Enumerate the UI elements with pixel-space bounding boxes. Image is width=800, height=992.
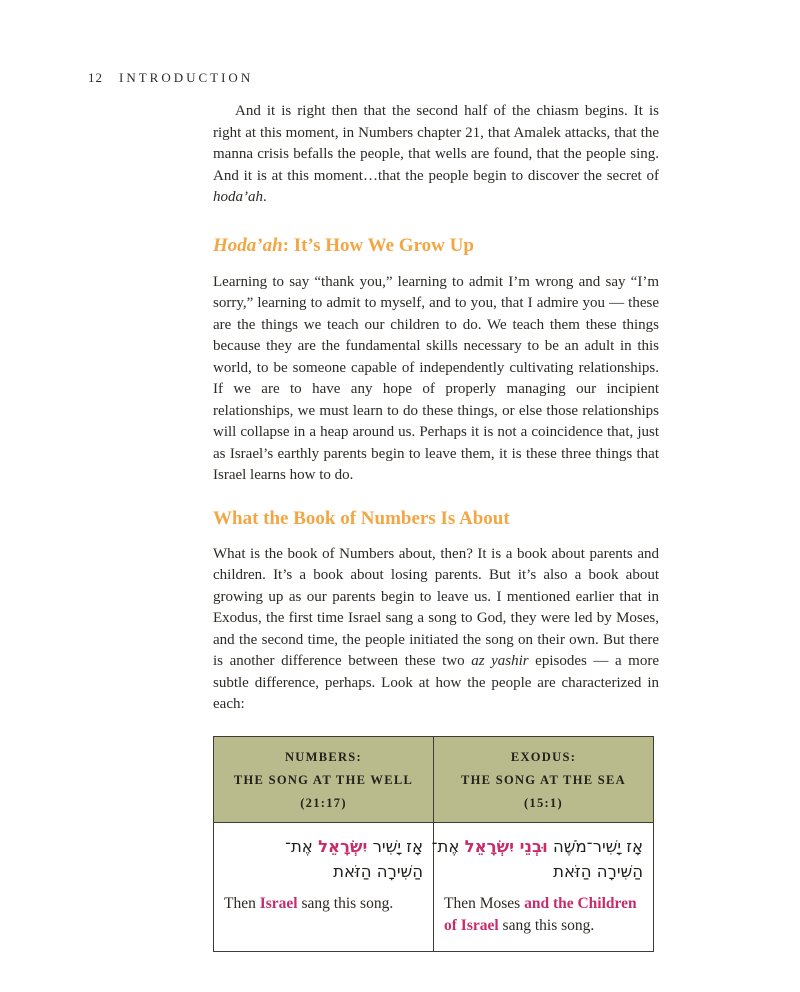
hebrew-line: אָז יָשִׁיר יִשְׂרָאֵל אֶת־ <box>284 836 423 856</box>
comparison-table <box>213 736 654 952</box>
hebrew-line: הַשִּׁירָה הַזֹּאת <box>333 861 423 881</box>
heading-hodaah: Hoda’ah: It’s How We Grow Up <box>213 234 474 256</box>
table-header-numbers <box>214 736 434 822</box>
comparison-table-header <box>214 736 654 822</box>
paragraph-chiasm: And it is right then that the second half of the chiasm begins. It is right at this moment, in Numbers chapter 21, that Amalek attacks, that the manna crisis befalls the people, that wells are found, that the people sing. And it is at this moment…that the people begin to discover the secret of hoda’ah. <box>213 103 659 205</box>
table-header-line: EXODUS: <box>510 749 577 764</box>
table-header-line: (21:17) <box>300 795 347 810</box>
table-header-line: THE SONG AT THE SEA <box>460 772 627 787</box>
table-header-line: NUMBERS: <box>284 749 363 764</box>
table-header-exodus <box>434 736 654 822</box>
table-header-line: THE SONG AT THE WELL <box>233 772 414 787</box>
comparison-table-body <box>214 822 654 951</box>
paragraph-about-numbers: What is the book of Numbers about, then? It is a book about parents and children. It’s a book about losing parents. But it’s also a book about growing up as our parents begin to leave us. I mentioned earlier that in Exodus, the first time Israel sang a song to God, they were led by Moses, and the second time, the people initiated the song on their own. But there is another difference between these two az yashir episodes — a more subtle difference, perhaps. Look at how the people are characterized in each: <box>213 545 659 712</box>
table-cell-numbers <box>214 822 434 951</box>
translation-numbers: Then Israel sang this song. <box>224 894 394 912</box>
table-header-line: (15:1) <box>523 795 564 810</box>
page-number: 12 <box>88 70 103 85</box>
heading-book-of-numbers: What the Book of Numbers Is About <box>213 507 510 529</box>
running-head <box>88 70 253 86</box>
translation-exodus: Then Moses and the Children of Israel sang this song. <box>444 894 637 934</box>
section-title: INTRODUCTION <box>119 70 254 85</box>
hebrew-verse-numbers <box>224 834 423 884</box>
hebrew-line: אָז יָשִׁיר־מֹשֶׁה וּבְנֵי יִשְׂרָאֵל אֶת־ <box>431 836 643 856</box>
paragraph-growing-up: Learning to say “thank you,” learning to admit I’m wrong and say “I’m sorry,” learning to admit to myself, and to you, that I admire you — these are the things we teach our children to do. We teach them these things because they are the fundamental skills necessary to be an adult in this world, to be someone capable of independently cultivating relationships. If we are to have any hope of properly managing our incipient relationships, we must learn to do these things, or else those relationships will collapse in a heap around us. Perhaps it is not a coincidence that, just as Israel’s earthly parents begin to leave them, it is these three things that Israel learns how to do. <box>213 273 659 483</box>
hebrew-verse-exodus <box>431 834 643 884</box>
table-cell-exodus <box>431 822 654 951</box>
text-column <box>213 101 659 952</box>
hebrew-line: הַשִּׁירָה הַזֹּאת <box>553 861 643 881</box>
